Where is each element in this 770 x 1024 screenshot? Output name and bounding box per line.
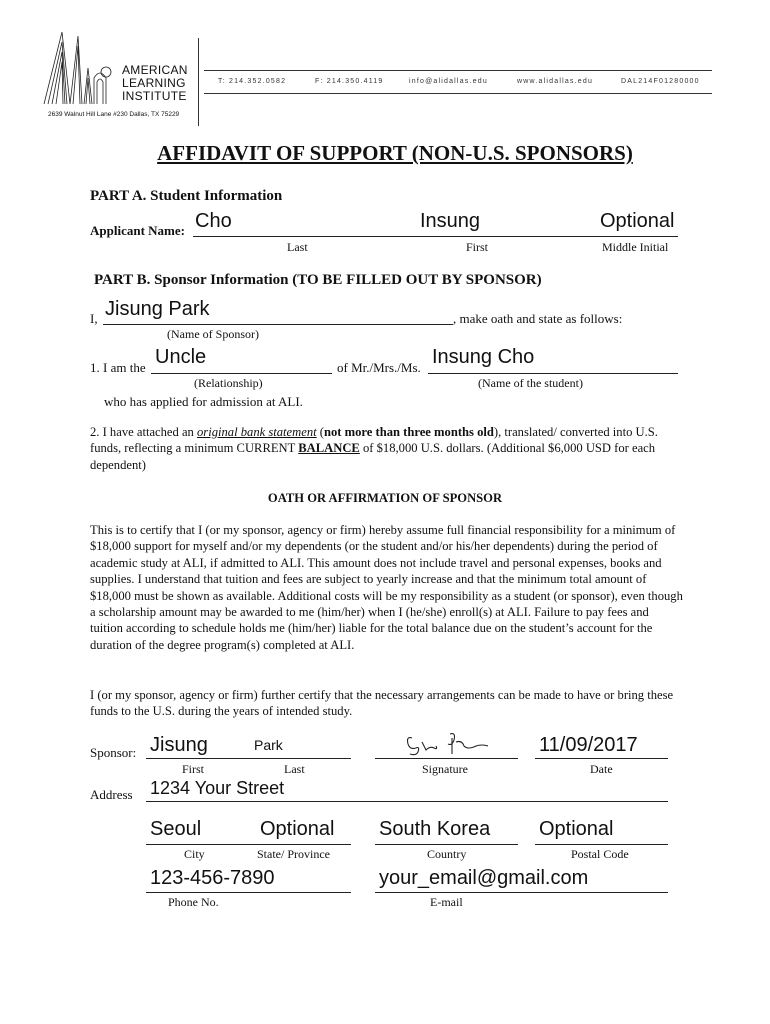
sponsor-label: Sponsor:: [90, 745, 137, 760]
oath-heading: OATH OR AFFIRMATION OF SPONSOR: [267, 491, 503, 505]
sponsor-name-underline: [146, 758, 351, 759]
last-caption: Last: [287, 240, 308, 254]
balance-text: BALANCE: [298, 441, 360, 456]
sponsor-last-caption: Last: [284, 762, 305, 776]
signature-line: [375, 758, 518, 759]
middle-initial-caption: Middle Initial: [602, 240, 669, 254]
contact-code: DAL214F01280000: [621, 78, 700, 85]
org-address: 2639 Walnut Hill Lane #230 Dallas, TX 75229: [48, 111, 180, 118]
student-name-caption: (Name of the student): [478, 376, 583, 390]
org-name: [122, 64, 188, 103]
item1-prefix: 1. I am the: [90, 360, 146, 375]
applicant-middle-initial-field[interactable]: Optional: [600, 210, 675, 232]
item2-text-d: of $18,000 U.S. dollars. (Additional $6,000 USD for each dependent): [90, 441, 656, 472]
contact-fax: F: 214.350.4119: [315, 78, 384, 85]
header-rule-bottom: [204, 93, 712, 94]
header-divider-vertical: [198, 38, 199, 126]
applicant-name-label: Applicant Name:: [90, 223, 185, 238]
applicant-name-line: [193, 236, 678, 237]
postal-code-field[interactable]: Optional: [539, 818, 614, 840]
item2-paragraph: [90, 424, 675, 473]
org-line-1: AMERICAN: [122, 63, 188, 77]
applicant-first-name-field[interactable]: Insung: [420, 210, 481, 232]
date-caption: Date: [590, 762, 613, 776]
country-line: [375, 844, 518, 845]
street-line: [146, 801, 668, 802]
state-province-field[interactable]: Optional: [260, 818, 335, 840]
item2-text-c: ), translated/ converted into U.S. funds, reflecting a minimum CURRENT: [90, 425, 658, 456]
signature-image: [402, 728, 492, 758]
street-address-field[interactable]: 1234 Your Street: [150, 778, 285, 798]
org-line-2: LEARNING: [122, 76, 186, 90]
relationship-caption: (Relationship): [194, 376, 263, 390]
email-caption: E-mail: [430, 895, 463, 909]
oath-suffix: , make oath and state as follows:: [453, 311, 623, 326]
oath-paragraph-1: This is to certify that I (or my sponsor, agency or firm) hereby assume full financial responsibility for a minimum of $18,000 support for myself and/or my dependents (or the student and/or his/her dependents) during the period of academic study at ALI, if admitted to ALI. This amount does not include travel and personal expenses, books and supplies. I understand that tuition and fees are subject to yearly increase and that the minimum total amount of $18,000 must be shown as available. Additional costs will be my responsibility as a student (or sponsor), even though a scholarship amount may be awarded to me (him/her) when I (he/she) enroll(s) at ALI. Failure to pay fees and tuition according to schedule holds me (him/her) liable for the total balance due on the student’s account for the duration of the degree program(s) completed at ALI.: [90, 523, 683, 652]
sponsor-last-name-field[interactable]: Park: [254, 737, 283, 753]
sponsor-first-name-field[interactable]: Jisung: [150, 734, 208, 756]
date-line: [535, 758, 668, 759]
contact-website: www.alidallas.edu: [517, 78, 594, 85]
first-caption: First: [466, 240, 489, 254]
i-prefix: I,: [90, 311, 98, 326]
sponsor-name-line: [103, 324, 453, 325]
email-field[interactable]: your_email@gmail.com: [379, 867, 589, 889]
item1-mid: of Mr./Mrs./Ms.: [337, 360, 421, 375]
org-line-3: INSTITUTE: [122, 89, 187, 103]
sponsor-date-field[interactable]: 11/09/2017: [539, 734, 638, 756]
bank-statement-link: original bank statement: [197, 425, 317, 439]
phone-line: [146, 892, 351, 893]
state-province-caption: State/ Province: [257, 847, 330, 861]
email-line: [375, 892, 668, 893]
postal-line: [535, 844, 668, 845]
item2-text-b: (: [316, 425, 324, 439]
item2-bold-text: not more than three months old: [323, 425, 494, 439]
ali-logo: [40, 28, 120, 106]
student-name-field[interactable]: Insung Cho: [432, 346, 535, 368]
student-name-line: [428, 373, 678, 374]
part-b-heading: PART B. Sponsor Information (TO BE FILLED OUT BY SPONSOR): [94, 272, 542, 288]
phone-caption: Phone No.: [168, 895, 219, 909]
item1-tail: who has applied for admission at ALI.: [104, 394, 303, 409]
part-a-heading: PART A. Student Information: [90, 188, 283, 204]
sponsor-name-field[interactable]: Jisung Park: [105, 298, 210, 320]
phone-field[interactable]: 123-456-7890: [150, 867, 275, 889]
address-label: Address: [90, 787, 133, 802]
relationship-line: [151, 373, 332, 374]
item2-text-a: 2. I have attached an: [90, 425, 197, 439]
page-title: AFFIDAVIT OF SUPPORT (NON-U.S. SPONSORS): [157, 141, 633, 165]
oath-paragraph-2: I (or my sponsor, agency or firm) further certify that the necessary arrangements can be made to have or bring these funds to the U.S. during the years of intended study.: [90, 688, 674, 719]
city-line: [146, 844, 351, 845]
country-caption: Country: [427, 847, 467, 861]
applicant-last-name-field[interactable]: Cho: [195, 210, 232, 232]
city-field[interactable]: Seoul: [150, 818, 202, 840]
sponsor-name-caption: (Name of Sponsor): [167, 327, 259, 341]
signature-caption: Signature: [422, 762, 468, 776]
header-rule-top: [204, 70, 712, 71]
country-field[interactable]: South Korea: [379, 818, 491, 840]
city-caption: City: [184, 847, 205, 861]
relationship-field[interactable]: Uncle: [155, 346, 207, 368]
sponsor-first-caption: First: [182, 762, 205, 776]
postal-code-caption: Postal Code: [571, 847, 629, 861]
contact-phone: T: 214.352.0582: [218, 78, 287, 85]
contact-email: info@alidallas.edu: [409, 78, 488, 85]
